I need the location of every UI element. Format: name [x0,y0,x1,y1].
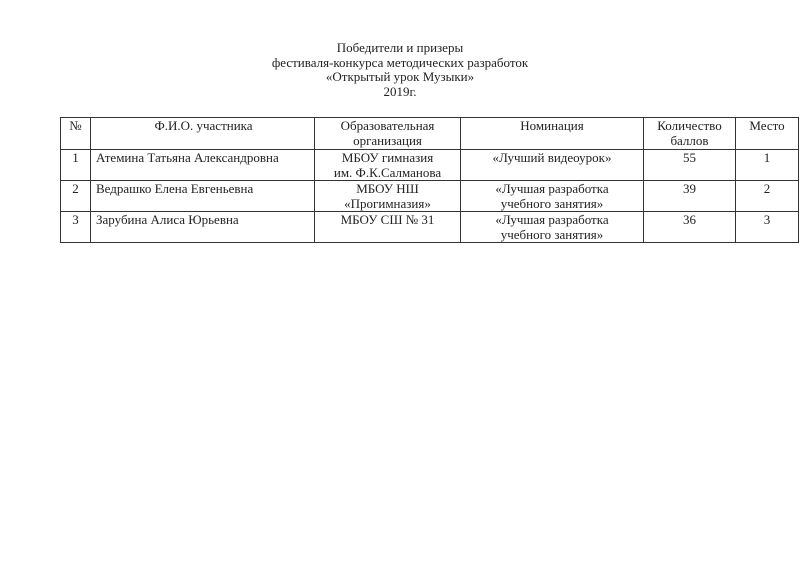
cell-num: 1 [61,150,91,181]
cell-org [315,212,461,243]
cell-place: 1 [736,150,799,181]
cell-nomination [461,150,644,181]
header-num: № [61,118,91,150]
cell-nomination-line1: «Лучшая разработка [495,181,609,196]
table-header-row [61,118,799,150]
cell-num: 2 [61,181,91,212]
table-row [61,181,799,212]
header-name: Ф.И.О. участника [91,118,315,150]
cell-nomination-line1: «Лучший видеоурок» [492,150,612,165]
cell-nomination [461,181,644,212]
cell-org-line2: им. Ф.К.Салманова [333,164,442,180]
cell-place: 2 [736,181,799,212]
cell-num: 3 [61,212,91,243]
cell-nomination-line1: «Лучшая разработка [495,212,609,227]
table-row [61,212,799,243]
table-row [61,150,799,181]
header-score-line1: Количество [657,118,722,133]
cell-name: Ведрашко Елена Евгеньевна [91,181,315,212]
cell-org-line2: «Прогимназия» [344,195,431,211]
title-year: 2019г. [383,83,417,99]
cell-name: Зарубина Алиса Юрьевна [91,212,315,243]
title-line-2: фестиваля-конкурса методических разработок [271,54,529,70]
document-title [0,41,800,99]
header-org-line1: Образовательная [340,118,435,133]
title-line-3: «Открытый урок Музыки» [325,69,475,84]
header-score-line2: баллов [670,132,709,148]
cell-org-line1: МБОУ СШ № 31 [340,212,435,227]
header-place: Место [736,118,799,150]
header-score [644,118,736,150]
cell-nomination-line2: учебного занятия» [500,195,604,211]
cell-org-line1: МБОУ гимназия [341,150,434,165]
cell-nomination [461,212,644,243]
cell-nomination-line2: учебного занятия» [500,226,604,242]
cell-score: 39 [644,181,736,212]
cell-org [315,150,461,181]
cell-score: 55 [644,150,736,181]
cell-org [315,181,461,212]
cell-score: 36 [644,212,736,243]
title-line-1: Победители и призеры [336,40,464,55]
header-nomination: Номинация [461,118,644,150]
winners-table [60,117,799,243]
header-org [315,118,461,150]
cell-place: 3 [736,212,799,243]
header-org-line2: организация [353,132,422,148]
cell-org-line1: МБОУ НШ [356,181,419,196]
cell-name: Атемина Татьяна Александровна [91,150,315,181]
